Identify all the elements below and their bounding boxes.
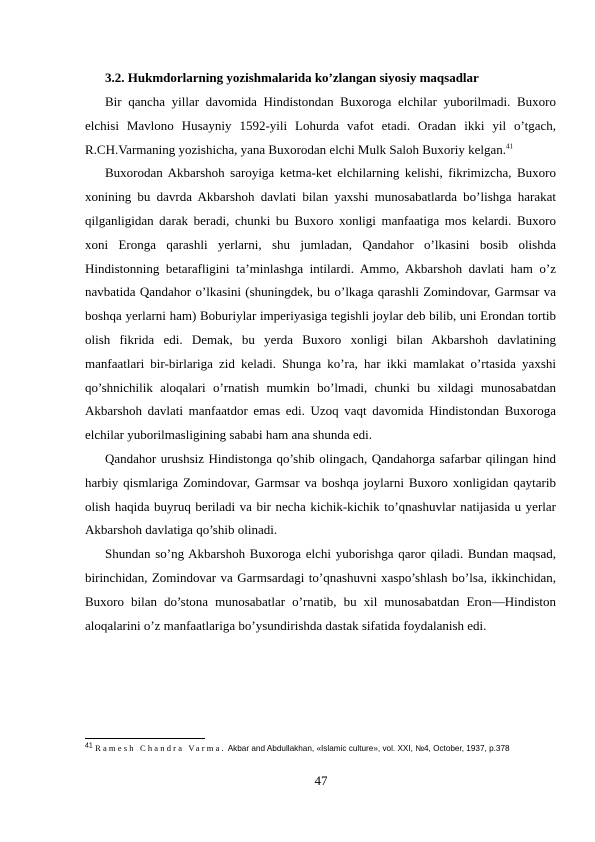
page-number: 47 [314,773,328,788]
paragraph-2: Buxorodan Akbarshoh saroyiga ketma-ket elchilarning kelishi, fikrimizcha, Buxoro xonining bu davrda Akbarshoh davlati bilan yaxshi munosabatlarda bo’lishga harakat qilganligidan darak beradi, chunki bu Buxoro xonligi manfaatiga mos kelardi. Buxoro xoni Eronga qarashli yerlarni, shu jumladan, Qandahor o’lkasini bosib olishda Hindistonning betarafligini ta’minlashga intilardi. Ammo, Akbarshoh davlati ham o’z navbatida Qandahor o’lkasini (shuningdek, bu o’lkaga qarashli Zomindovar, Garmsar va boshqa yerlarni ham) Boburiylar imperiyasiga tegishli joylar deb bilib, uni Erondan tortib olish fikrida edi. Demak, bu yerda Buxoro xonligi bilan Akbarshoh davlatining manfaatlari bir-birlariga zid keladi. Shunga ko’ra, har ikki mamlakat o’rtasida yaxshi qo’shnichilik aloqalari o’rnatish mumkin bo’lmadi, chunki bu xildagi munosabatdan Akbarshoh davlati manfaatdor emas edi. Uzoq vaqt davomida Hindistondan Buxoroga elchilar yuborilmasligining sababi ham ana shunda edi. [85,165,556,443]
footnote-reference[interactable]: 41 [505,142,513,151]
paragraph-4: Shundan so’ng Akbarshoh Buxoroga elchi yuborishga qaror qiladi. Bundan maqsad, birinchidan, Zomindovar va Garmsardagi to’qnashuvni xaspo’shlash bo’lsa, ikkinchidan, Buxoro bilan do’stona munosabatlar o’rnatib, bu xil munosabatdan Eron—Hindiston aloqalarini o’z manfaatlariga bo’ysundirishda dastak sifatida foydalanish edi. [85,546,556,633]
paragraph-3: Qandahor urushsiz Hindistonga qo’shib olingach, Qandahorga safarbar qilingan hind harbiy qismlariga Zomindovar, Garmsar va boshqa joylarni Buxoro xonligidan qaytarib olish haqida buyruq beriladi va bir necha kichik-kichik to’qnashuvlar natijasida u yerlar Akbarshoh davlatiga qo’shib olinadi. [85,450,556,538]
footnote [85,742,555,755]
footnote-citation: Akbar and Abdullakhan, «Islamic culture», vol. XXI, №4, October, 1937, p.378 [225,744,510,753]
footnote-number: 41 [85,742,93,750]
paragraph-1 [85,90,556,161]
footnote-divider [85,738,205,739]
paragraph-1-text: Bir qancha yillar davomida Hindistondan Buxoroga elchilar yuborilmadi. Buxoro elchisi Mavlono Husayniy 1592-yili Lohurda vafot etadi. Oradan ikki yil o’tgach, R.CH.Varmaning yozishicha, yana Buxorodan elchi Mulk Saloh Buxoriy kelgan. [85,94,556,157]
footnote-author: Ramesh Chandra Varma. [95,743,226,753]
body-text [85,90,556,637]
section-heading: 3.2. Hukmdorlarning yozishmalarida ko’zlangan siyosiy maqsadlar [105,70,479,85]
